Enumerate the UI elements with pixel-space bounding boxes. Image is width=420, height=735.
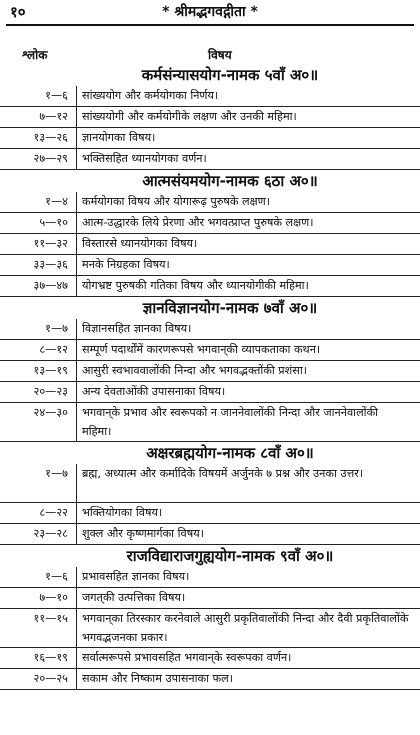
verse-range: २०—२३ — [33, 385, 68, 398]
verse-range: ७—१२ — [39, 110, 68, 123]
table-row — [0, 107, 420, 128]
column-divider — [76, 107, 77, 127]
column-divider — [76, 669, 77, 689]
verse-range: १३—२६ — [33, 131, 68, 144]
column-divider — [76, 567, 77, 587]
table-row — [0, 234, 420, 255]
verse-range: ११—१५ — [33, 612, 68, 625]
table-row — [0, 588, 420, 609]
chapter-heading: कर्मसंन्यासयोग-नामक ५वाँ अ०॥ — [141, 66, 319, 84]
topic-text: ज्ञानयोगका विषय। — [82, 131, 156, 144]
column-divider — [76, 361, 77, 381]
book-title: * श्रीमद्भगवद्गीता * — [162, 4, 258, 20]
topic-text: सर्वात्मरूपसे प्रभावसहित भगवान्‌के स्वरूपका वर्णन। — [82, 651, 292, 664]
column-divider — [76, 340, 77, 360]
column-divider — [76, 382, 77, 402]
table-row — [0, 361, 420, 382]
table-row — [0, 382, 420, 403]
column-divider — [76, 609, 77, 647]
column-divider — [76, 234, 77, 254]
verse-range: ३३—३६ — [33, 258, 68, 271]
column-divider — [76, 588, 77, 608]
table-row — [0, 669, 420, 690]
table-row — [0, 255, 420, 276]
table-row — [0, 86, 420, 107]
topic-text: कर्मयोगका विषय और योगारूढ़ पुरुषके लक्षण। — [82, 195, 270, 208]
table-row — [0, 213, 420, 234]
topic-text: भक्तियोगका विषय। — [82, 506, 163, 519]
table-row — [0, 609, 420, 648]
topic-text: सांख्ययोग और कर्मयोगका निर्णय। — [82, 89, 219, 102]
column-divider — [76, 276, 77, 296]
topic-text: अन्य देवताओंकी उपासनाका विषय। — [82, 385, 226, 398]
topic-text: भगवान्‌के प्रभाव और स्वरूपको न जाननेवालोंकी निन्दा और जाननेवालोंकी महिमा। — [82, 406, 379, 438]
topic-text: आत्म-उद्धारके लिये प्रेरणा और भगवत्प्राप्त पुरुषके लक्षण। — [82, 216, 314, 229]
column-divider — [76, 192, 77, 212]
verse-range: १—६ — [45, 570, 68, 583]
topic-text: विस्तारसे ध्यानयोगका विषय। — [82, 237, 198, 250]
table-row — [0, 276, 420, 297]
verse-range: १—७ — [45, 467, 68, 480]
column-headers — [0, 46, 420, 64]
table-row — [0, 403, 420, 442]
topic-text: प्रभावसहित ज्ञानका विषय। — [82, 570, 190, 583]
topic-text: शुक्ल और कृष्णमार्गका विषय। — [82, 527, 204, 540]
table-row — [0, 192, 420, 213]
column-divider — [76, 464, 77, 502]
table-row — [0, 464, 420, 503]
column-divider — [76, 403, 77, 441]
verse-range: २०—२५ — [33, 672, 68, 685]
verse-range: ११—३२ — [33, 237, 68, 250]
column-divider — [76, 503, 77, 523]
table-row — [0, 128, 420, 149]
table-row — [0, 567, 420, 588]
verse-range: ८—२२ — [39, 506, 68, 519]
topic-text: विज्ञानसहित ज्ञानका विषय। — [82, 322, 192, 335]
topic-text: सांख्ययोगी और कर्मयोगीके लक्षण और उनकी महिमा। — [82, 110, 297, 123]
column-divider — [76, 524, 77, 544]
topic-text: मनके निग्रहका विषय। — [82, 258, 170, 271]
verse-range: २३—२८ — [33, 527, 68, 540]
header-rule — [6, 24, 414, 26]
verse-range: १६—१९ — [33, 651, 68, 664]
verse-range: ३७—४७ — [33, 279, 68, 292]
column-header-shloka: श्लोक — [22, 48, 48, 62]
topic-text: योगभ्रष्ट पुरुषकी गतिका विषय और ध्यानयोगीकी महिमा। — [82, 279, 309, 292]
table-row — [0, 340, 420, 361]
column-divider — [76, 149, 77, 169]
verse-range: २४—३० — [33, 406, 68, 419]
page-header — [0, 0, 420, 24]
table-row — [0, 524, 420, 545]
verse-range: १—६ — [45, 89, 68, 102]
topic-text: सकाम और निष्काम उपासनाका फल। — [82, 672, 233, 685]
column-header-vishay: विषय — [208, 48, 232, 62]
table-row — [0, 319, 420, 340]
chapter-heading: ज्ञानविज्ञानयोग-नामक ७वाँ अ०॥ — [142, 299, 318, 317]
column-divider — [76, 255, 77, 275]
topic-text: ब्रह्म, अध्यात्म और कर्मादिके विषयमें अर्जुनके ७ प्रश्न और उनका उत्तर। — [82, 467, 364, 480]
verse-range: ८—१२ — [39, 343, 68, 356]
chapter-heading: राजविद्याराजगुह्ययोग-नामक ९वाँ अ०॥ — [126, 547, 334, 565]
table-row — [0, 149, 420, 170]
verse-range: २७—२९ — [33, 152, 68, 165]
column-divider — [76, 213, 77, 233]
topic-text: सम्पूर्ण पदार्थोंमें कारणरूपसे भगवान्‌की व्यापकताका कथन। — [82, 343, 321, 356]
verse-range: १—४ — [45, 195, 68, 208]
topic-text: भक्तिसहित ध्यानयोगका वर्णन। — [82, 152, 207, 165]
chapter-heading: आत्मसंयमयोग-नामक ६ठा अ०॥ — [142, 172, 318, 190]
table-row — [0, 648, 420, 669]
verse-range: १३—१९ — [33, 364, 68, 377]
topic-text: आसुरी स्वभाववालोंकी निन्दा और भगवद्भक्तोंकी प्रशंसा। — [82, 364, 307, 377]
column-divider — [76, 86, 77, 106]
verse-range: १—७ — [45, 322, 68, 335]
verse-range: ७—१० — [39, 591, 68, 604]
column-divider — [76, 648, 77, 668]
topic-text: भगवान्‌का तिरस्कार करनेवाले आसुरी प्रकृतिवालोंकी निन्दा और दैवी प्रकृतिवालोंके भगवद्भजनका प्रकार। — [82, 612, 409, 644]
topic-text: जगत्‌की उत्पत्तिका विषय। — [82, 591, 186, 604]
page-number: १० — [10, 3, 26, 21]
chapter-heading: अक्षरब्रह्मयोग-नामक ८वाँ अ०॥ — [146, 444, 314, 462]
column-divider — [76, 319, 77, 339]
table-row — [0, 503, 420, 524]
column-divider — [76, 128, 77, 148]
table-of-contents — [0, 64, 420, 690]
verse-range: ५—१० — [39, 216, 68, 229]
